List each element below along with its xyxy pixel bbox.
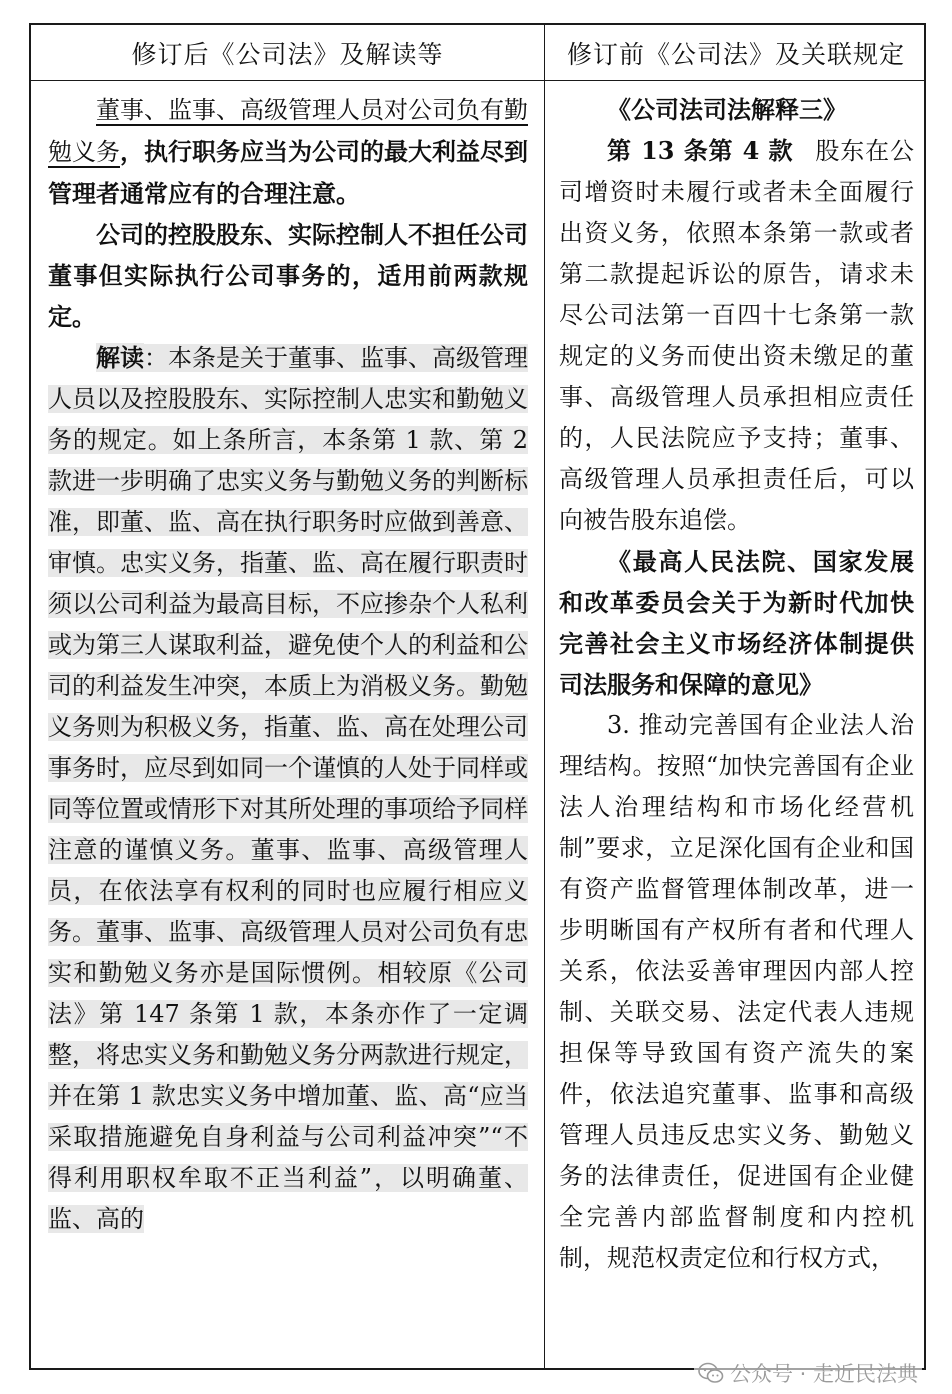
paragraph-1-rest: ，执行职务应当为公司的最大利益尽到管理者通常应有的合理注意。 bbox=[48, 137, 528, 208]
interpretation-paragraph bbox=[48, 337, 528, 1240]
header-divider bbox=[31, 80, 924, 81]
interpretation-label: 解读 bbox=[96, 343, 144, 372]
article-paragraph-2: 公司的控股股东、实际控制人不担任公司董事但实际执行公司事务的，适用前两款规定。 bbox=[48, 220, 528, 331]
source-1-article: 第 13 条第 4 款 bbox=[607, 136, 794, 165]
comparison-table bbox=[29, 23, 926, 1370]
left-column-header: 修订后《公司法》及解读等 bbox=[131, 39, 444, 69]
right-column bbox=[559, 89, 914, 1362]
left-column bbox=[48, 89, 528, 1362]
source-2-text: 3. 推动完善国有企业法人治理结构。按照“加快完善国有企业法人治理结构和市场化经营机制”要求，立足深化国有企业和国有资产监督管理体制改革，进一步明晰国有产权所有者和代理人关系，依法妥善审理因内部人控制、关联交易、法定代表人违规担保等导致国有资产流失的案件，依法追究董事、监事和高级管理人员违反忠实义务、勤勉义务的法律责任，促进国有企业健全完善内部监督制度和内控机制，规范权责定位和行权方式， bbox=[559, 711, 914, 1272]
source-1-title: 《公司法司法解释三》 bbox=[607, 95, 847, 124]
wechat-icon bbox=[698, 1362, 724, 1384]
source-2-title: 《最高人民法院、国家发展和改革委员会关于为新时代加快完善社会主义市场经济体制提供司法服务和保障的意见》 bbox=[559, 547, 914, 699]
source-1-paragraph bbox=[559, 130, 914, 541]
underlined-phrase: 董事、监事、高级管理人员对公司负有勤勉义务 bbox=[48, 96, 528, 166]
watermark bbox=[694, 1358, 922, 1388]
article-paragraph-1 bbox=[48, 89, 528, 214]
watermark-text: 公众号 · 走近民法典 bbox=[729, 1362, 918, 1386]
right-column-header: 修订前《公司法》及关联规定 bbox=[566, 39, 905, 69]
interpretation-text: ：本条是关于董事、监事、高级管理人员以及控股股东、实际控制人忠实和勤勉义务的规定。如上条所言，本条第 1 款、第 2 款进一步明确了忠实义务与勤勉义务的判断标准，即董、监、高在执行职务时应做到善意、审慎。忠实义务，指董、监、高在履行职责时须以公司利益为最高目标，不应掺杂个人私利或为第三人谋取利益，避免使个人的利益和公司的利益发生冲突，本质上为消极义务。勤勉义务则为积极义务，指董、监、高在处理公司事务时，应尽到如同一个谨慎的人处于同样或同等位置或情形下对其所处理的事项给予同样注意的谨慎义务。董事、监事、高级管理人员，在依法享有权利的同时也应履行相应义务。董事、监事、高级管理人员对公司负有忠实和勤勉义务亦是国际惯例。相较原《公司法》第 147 条第 1 款，本条亦作了一定调整，将忠实义务和勤勉义务分两款进行规定，并在第 1 款忠实义务中增加董、监、高“应当采取措施避免自身利益与公司利益冲突”“不得利用职权牟取不正当利益”，以明确董、监、高的 bbox=[48, 344, 528, 1233]
source-1-text: 股东在公司增资时未履行或者未全面履行出资义务，依照本条第一款或者第二款提起诉讼的原告，请求未尽公司法第一百四十七条第一款规定的义务而使出资未缴足的董事、高级管理人员承担相应责任的，人民法院应予支持；董事、高级管理人员承担责任后，可以向被告股东追偿。 bbox=[559, 137, 914, 534]
column-divider bbox=[544, 25, 545, 1368]
